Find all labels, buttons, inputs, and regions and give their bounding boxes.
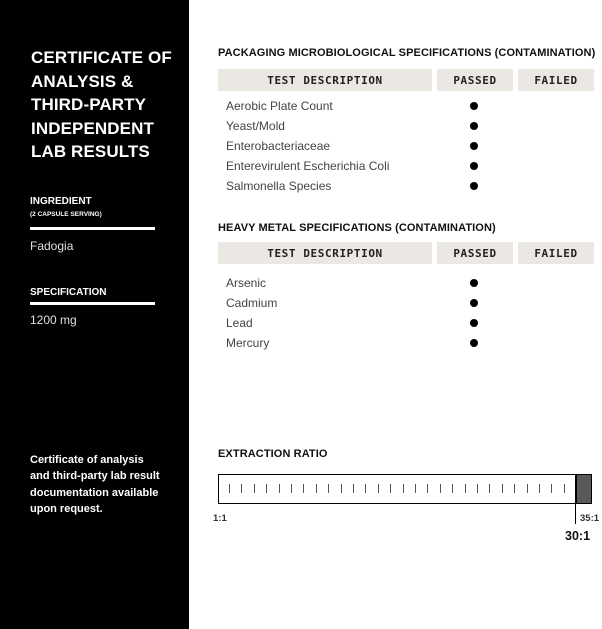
specification-divider bbox=[30, 302, 155, 305]
extraction-ratio-marker bbox=[575, 474, 577, 504]
extraction-ratio-tick bbox=[564, 484, 565, 493]
passed-dot-icon bbox=[470, 162, 478, 170]
extraction-ratio-tick bbox=[514, 484, 515, 493]
ingredient-label: INGREDIENT bbox=[30, 196, 92, 207]
microbio-header-failed: FAILED bbox=[518, 69, 594, 91]
extraction-ratio-value: 30:1 bbox=[565, 529, 591, 543]
microbiological-section-title: PACKAGING MICROBIOLOGICAL SPECIFICATIONS (CONTAMINATION) bbox=[218, 47, 596, 59]
extraction-ratio-tick bbox=[241, 484, 242, 493]
extraction-ratio-tick bbox=[279, 484, 280, 493]
ingredient-serving-note: (2 CAPSULE SERVING) bbox=[30, 211, 102, 218]
availability-note: Certificate of analysis and third-party lab result documentation available upon request. bbox=[30, 454, 160, 515]
extraction-ratio-tick bbox=[291, 484, 292, 493]
extraction-ratio-tick bbox=[341, 484, 342, 493]
heavy-metal-row-label: Arsenic bbox=[226, 276, 267, 290]
passed-dot-icon bbox=[470, 142, 478, 150]
heavy-metal-header-failed: FAILED bbox=[518, 242, 594, 264]
extraction-ratio-tick bbox=[316, 484, 317, 493]
specification-label: SPECIFICATION bbox=[30, 287, 107, 298]
passed-dot-icon bbox=[470, 279, 478, 287]
passed-dot-icon bbox=[470, 299, 478, 307]
extraction-ratio-tick bbox=[266, 484, 267, 493]
extraction-ratio-tick bbox=[440, 484, 441, 493]
extraction-ratio-max-label: 35:1 bbox=[580, 513, 600, 524]
heavy-metal-section-title: HEAVY METAL SPECIFICATIONS (CONTAMINATION) bbox=[218, 222, 496, 234]
extraction-ratio-title: EXTRACTION RATIO bbox=[218, 448, 328, 460]
passed-dot-icon bbox=[470, 122, 478, 130]
microbio-header-passed: PASSED bbox=[437, 69, 513, 91]
extraction-ratio-bar-end bbox=[577, 475, 591, 503]
microbio-row-label: Salmonella Species bbox=[226, 179, 332, 193]
extraction-ratio-bar bbox=[218, 474, 592, 504]
microbio-row-label: Enterevirulent Escherichia Coli bbox=[226, 159, 390, 173]
ingredient-value: Fadogia bbox=[30, 239, 74, 253]
microbio-header-test-description: TEST DESCRIPTION bbox=[218, 69, 432, 91]
certificate-title: CERTIFICATE OF ANALYSIS & THIRD-PARTY INDEPENDENT LAB RESULTS bbox=[31, 48, 172, 161]
extraction-ratio-tick bbox=[328, 484, 329, 493]
extraction-ratio-tick bbox=[527, 484, 528, 493]
passed-dot-icon bbox=[470, 102, 478, 110]
extraction-ratio-tick bbox=[452, 484, 453, 493]
passed-dot-icon bbox=[470, 182, 478, 190]
extraction-ratio-tick bbox=[427, 484, 428, 493]
extraction-ratio-tick bbox=[477, 484, 478, 493]
heavy-metal-header-passed: PASSED bbox=[437, 242, 513, 264]
extraction-ratio-tick bbox=[303, 484, 304, 493]
sidebar bbox=[0, 0, 189, 629]
extraction-ratio-tick bbox=[403, 484, 404, 493]
extraction-ratio-tick bbox=[539, 484, 540, 493]
ingredient-divider bbox=[30, 227, 155, 230]
extraction-ratio-tick bbox=[415, 484, 416, 493]
extraction-ratio-tick bbox=[489, 484, 490, 493]
extraction-ratio-tick bbox=[254, 484, 255, 493]
microbio-row-label: Aerobic Plate Count bbox=[226, 99, 333, 113]
specification-value: 1200 mg bbox=[30, 313, 77, 327]
extraction-ratio-tick bbox=[365, 484, 366, 493]
extraction-ratio-tick bbox=[353, 484, 354, 493]
heavy-metal-row-label: Lead bbox=[226, 316, 253, 330]
microbio-row-label: Enterobacteriaceae bbox=[226, 139, 331, 153]
heavy-metal-header-test-description: TEST DESCRIPTION bbox=[218, 242, 432, 264]
extraction-ratio-tick bbox=[465, 484, 466, 493]
extraction-ratio-tick bbox=[390, 484, 391, 493]
passed-dot-icon bbox=[470, 339, 478, 347]
extraction-ratio-tick bbox=[229, 484, 230, 493]
passed-dot-icon bbox=[470, 319, 478, 327]
extraction-ratio-min-label: 1:1 bbox=[213, 513, 227, 524]
heavy-metal-row-label: Mercury bbox=[226, 336, 270, 350]
microbio-row-label: Yeast/Mold bbox=[226, 119, 285, 133]
extraction-ratio-tick bbox=[378, 484, 379, 493]
extraction-ratio-max-tick bbox=[575, 504, 576, 524]
extraction-ratio-tick bbox=[551, 484, 552, 493]
extraction-ratio-tick bbox=[502, 484, 503, 493]
heavy-metal-row-label: Cadmium bbox=[226, 296, 278, 310]
